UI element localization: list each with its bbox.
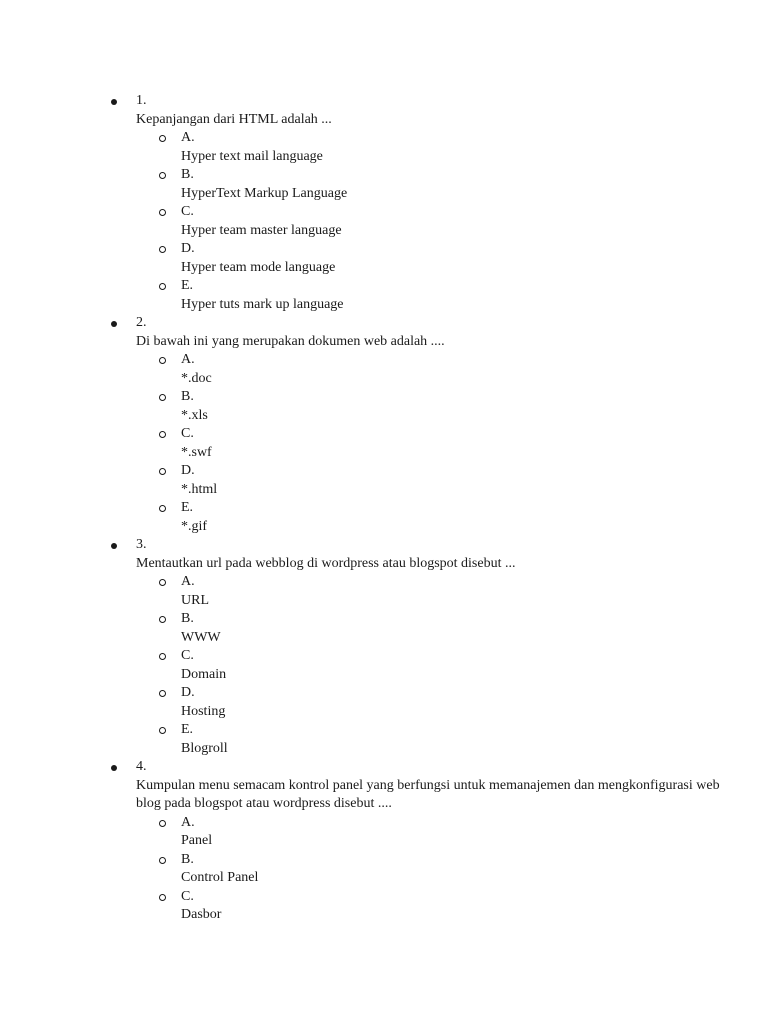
bullet-circle-icon xyxy=(159,468,166,475)
option-item xyxy=(136,240,728,277)
option-item xyxy=(136,129,728,166)
option-text: Panel xyxy=(181,833,213,848)
option-item xyxy=(136,462,728,499)
option-item xyxy=(136,351,728,388)
option-letter: B. xyxy=(181,851,194,867)
bullet-circle-icon xyxy=(159,505,166,512)
option-letter: B. xyxy=(181,389,194,404)
option-text: URL xyxy=(181,592,209,608)
question-1 xyxy=(0,92,768,314)
option-list xyxy=(136,814,728,925)
bullet-circle-icon xyxy=(159,653,166,660)
bullet-disc-icon xyxy=(111,99,117,105)
option-text: Hosting xyxy=(181,703,226,719)
option-letter: B. xyxy=(181,611,194,626)
question-text: Kepanjangan dari HTML adalah ... xyxy=(136,111,332,127)
bullet-circle-icon xyxy=(159,357,166,364)
bullet-circle-icon xyxy=(159,135,166,142)
option-text: HyperText Markup Language xyxy=(181,185,348,201)
option-item xyxy=(136,573,728,610)
bullet-disc-icon xyxy=(111,321,117,327)
bullet-circle-icon xyxy=(159,727,166,734)
question-3 xyxy=(0,536,768,758)
question-number: 4. xyxy=(136,759,147,774)
option-letter: E. xyxy=(181,278,194,293)
question-4 xyxy=(0,758,768,925)
option-letter: D. xyxy=(181,685,195,700)
option-list xyxy=(136,351,728,536)
bullet-circle-icon xyxy=(159,857,166,864)
bullet-circle-icon xyxy=(159,820,166,827)
option-letter: A. xyxy=(181,352,195,367)
option-text: Blogroll xyxy=(181,740,228,756)
option-item xyxy=(136,610,728,647)
option-letter: E. xyxy=(181,722,194,737)
option-text: Domain xyxy=(181,666,227,682)
option-text: Dasbor xyxy=(181,907,222,922)
option-text: Control Panel xyxy=(181,870,259,885)
question-number: 2. xyxy=(136,315,147,330)
option-text: *.swf xyxy=(181,444,212,460)
option-list xyxy=(136,573,728,758)
option-item xyxy=(136,814,728,851)
option-letter: A. xyxy=(181,130,195,145)
bullet-circle-icon xyxy=(159,172,166,179)
bullet-circle-icon xyxy=(159,894,166,901)
bullet-circle-icon xyxy=(159,283,166,290)
option-item xyxy=(136,684,728,721)
option-text: *.gif xyxy=(181,518,208,534)
option-item xyxy=(136,425,728,462)
question-number: 3. xyxy=(136,537,147,552)
option-item xyxy=(136,851,728,888)
option-letter: C. xyxy=(181,204,194,219)
option-text: Hyper team mode language xyxy=(181,259,336,275)
option-item xyxy=(136,721,728,758)
bullet-circle-icon xyxy=(159,246,166,253)
bullet-circle-icon xyxy=(159,431,166,438)
bullet-circle-icon xyxy=(159,579,166,586)
question-2 xyxy=(0,314,768,536)
question-text: Mentautkan url pada webblog di wordpress atau blogspot disebut ... xyxy=(136,555,516,571)
option-item xyxy=(136,203,728,240)
option-item xyxy=(136,166,728,203)
option-letter: D. xyxy=(181,241,195,256)
option-letter: C. xyxy=(181,648,194,663)
option-text: WWW xyxy=(181,629,221,645)
document-body xyxy=(0,92,768,925)
bullet-circle-icon xyxy=(159,690,166,697)
option-letter: E. xyxy=(181,500,194,515)
bullet-circle-icon xyxy=(159,394,166,401)
option-letter: D. xyxy=(181,463,195,478)
bullet-disc-icon xyxy=(111,543,117,549)
option-text: Hyper text mail language xyxy=(181,148,323,164)
option-text: Hyper tuts mark up language xyxy=(181,296,344,312)
option-item xyxy=(136,647,728,684)
question-text: Di bawah ini yang merupakan dokumen web adalah .... xyxy=(136,333,445,349)
bullet-circle-icon xyxy=(159,616,166,623)
option-list xyxy=(136,129,728,314)
option-item xyxy=(136,277,728,314)
option-text: *.xls xyxy=(181,407,208,423)
option-text: Hyper team master language xyxy=(181,222,342,238)
option-letter: A. xyxy=(181,574,195,589)
option-text: *.html xyxy=(181,481,218,497)
option-item xyxy=(136,499,728,536)
bullet-circle-icon xyxy=(159,209,166,216)
option-letter: C. xyxy=(181,888,194,904)
option-item xyxy=(136,388,728,425)
option-item xyxy=(136,888,728,925)
bullet-disc-icon xyxy=(111,765,117,771)
option-letter: C. xyxy=(181,426,194,441)
option-letter: A. xyxy=(181,814,195,830)
question-text: Kumpulan menu semacam kontrol panel yang berfungsi untuk memanajemen dan mengkonfigurasi web blog pada blogspot atau wordpress disebut .... xyxy=(136,777,724,811)
option-text: *.doc xyxy=(181,370,212,386)
option-letter: B. xyxy=(181,167,194,182)
question-number: 1. xyxy=(136,93,147,108)
